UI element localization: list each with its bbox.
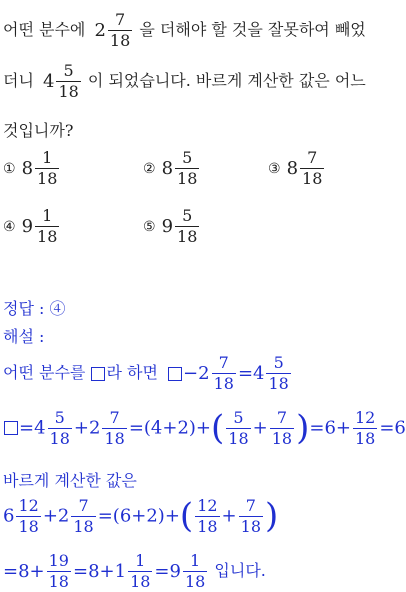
solution-text: 어떤 분수를 [3,363,86,382]
box-symbol [91,367,105,381]
answer-label: 정답 : ④ [3,299,66,318]
whole-part: 4 [43,71,55,92]
choice-4[interactable] [3,208,61,245]
denominator: 18 [37,227,58,246]
problem-line-3: 것입니까? [3,121,74,140]
problem-text: 이 되었습니다. 바르게 계산한 값은 어느 [87,71,366,90]
fraction [175,208,199,245]
fraction [56,63,80,100]
solution-line-1 [3,355,293,392]
solution-text: 라 하면 [106,363,158,382]
denominator: 18 [177,227,198,246]
problem-line-2 [3,63,366,100]
solution-line-4: 6 $\frac{12}{18}$ +2 $\frac{7}{18}$ =(6+2)+( $\frac{12}{18}$ + $\frac{7}{18}$ ) [3,495,279,536]
choice-marker: ① [3,161,16,177]
fraction [35,208,59,245]
whole-part: 8 [161,158,174,179]
numerator: 7 [108,12,132,31]
denominator: 18 [109,31,131,50]
fraction [108,12,132,49]
numerator: 5 [175,208,199,227]
mixed-number [94,10,139,50]
choice-marker: ③ [268,161,281,177]
problem-text: 더니 [3,71,34,90]
denominator: 18 [302,169,323,188]
box-symbol [4,421,18,435]
problem-line-1 [3,12,366,49]
problem-text: 어떤 분수에 [3,20,86,39]
choice-1[interactable] [3,150,61,187]
denominator: 18 [37,169,58,188]
explanation-label: 해설 : [3,327,45,346]
solution-line-2: =4 $\frac{5}{18}$ +2 $\frac{7}{18}$ =(4+2)+( $\frac{5}{18}$ + $\frac{7}{18}$ )=6+ $\frac{12}{18}$ =6 [3,408,406,448]
equation: −2 $\frac{7}{18}$ =4 $\frac{5}{18}$ [167,363,293,382]
whole-part: 8 [286,158,299,179]
choice-5[interactable] [143,208,201,245]
choice-3[interactable] [268,150,326,187]
fraction [300,150,324,187]
solution-text: 입니다. [214,561,266,580]
choice-marker: ⑤ [143,219,156,235]
problem-text: 을 더해야 할 것을 잘못하여 빼었 [139,20,366,39]
box-symbol [168,367,182,381]
whole-part: 2 [94,20,106,41]
denominator: 18 [177,169,198,188]
denominator: 18 [58,82,79,101]
choice-2[interactable] [143,150,201,187]
whole-part: 9 [161,216,174,237]
whole-part: 8 [21,158,34,179]
whole-part: 9 [21,216,34,237]
choice-marker: ② [143,161,156,177]
numerator: 1 [35,150,59,169]
numerator: 1 [35,208,59,227]
numerator: 5 [56,63,80,82]
mixed-number [43,61,88,101]
solution-line-5: =8+ $\frac{19}{18}$ =8+1 $\frac{1}{18}$ =9 $\frac{1}{18}$ 입니다. [3,551,266,591]
fraction [175,150,199,187]
numerator: 5 [175,150,199,169]
numerator: 7 [300,150,324,169]
fraction [35,150,59,187]
solution-line-3: 바르게 계산한 값은 [3,471,137,490]
choice-marker: ④ [3,219,16,235]
